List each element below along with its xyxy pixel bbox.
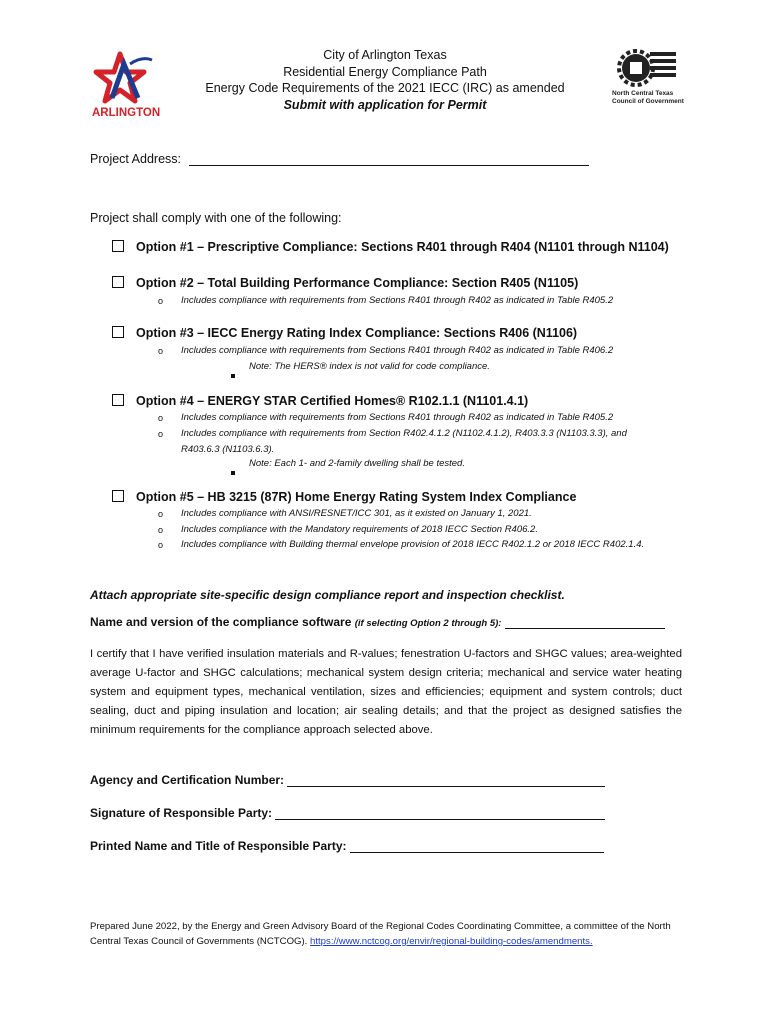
option-2-sub: Includes compliance with requirements from Sections R401 through R402 as indicated in Table R405.2: [181, 295, 614, 306]
document-header: [160, 47, 610, 113]
project-address-label: Project Address:: [90, 152, 182, 166]
header-requirements: Energy Code Requirements of the 2021 IECC (IRC) as amended: [205, 81, 565, 95]
bullet-circle-icon: o: [158, 429, 164, 439]
agency-field[interactable]: [287, 774, 605, 787]
header-path: Residential Energy Compliance Path: [283, 64, 487, 79]
software-label: Name and version of the compliance software: [90, 615, 352, 629]
option-3-sub: Includes compliance with requirements from Sections R401 through R402 as indicated in Table R406.2: [181, 345, 614, 356]
certification-statement: I certify that I have verified insulation materials and R-values; fenestration U-factors and SHGC values; area-weighted average U-factor and SHGC calculations; mechanical system design criteria; mechanical and service water heating system and equipment types, mechanical ventilation, sizes and efficiencies; equipment and system controls; duct sealing, duct and piping insulation and location; air sealing details; and that the project as designed satisfies the minimum requirements for the compliance approach selected above.: [90, 648, 682, 736]
option-3-label: Option #3 – IECC Energy Rating Index Compliance: Sections R406 (N1106): [136, 326, 578, 340]
nctcog-name-line2: Council of Governments: [612, 98, 684, 105]
signature-row: [90, 806, 605, 820]
option-4-row: [112, 394, 528, 408]
signature-field[interactable]: [275, 807, 605, 820]
bullet-circle-icon: o: [158, 413, 164, 423]
agency-row: [90, 773, 605, 787]
option-5-sub-3: Includes compliance with Building thermal envelope provision of 2018 IECC R402.1.2 or 2018 IECC R402.1.4.: [181, 539, 645, 550]
project-address-field[interactable]: [189, 153, 589, 166]
option-4-checkbox[interactable]: [112, 394, 124, 406]
bullet-circle-icon: o: [158, 525, 164, 535]
option-4-sub-2: Includes compliance with requirements from Section R402.4.1.2 (N1102.4.1.2), R403.3.3 (N1103.3.3), and: [181, 428, 627, 439]
agency-label: Agency and Certification Number:: [90, 773, 285, 787]
option-5-label: Option #5 – HB 3215 (87R) Home Energy Rating System Index Compliance: [136, 490, 577, 504]
option-5-checkbox[interactable]: [112, 490, 124, 502]
software-hint: (if selecting Option 2 through 5):: [354, 618, 502, 629]
option-5-sub-1: Includes compliance with ANSI/RESNET/ICC 301, as it existed on January 1, 2021.: [181, 508, 532, 519]
footer-note: [90, 919, 682, 949]
option-1-checkbox[interactable]: [112, 240, 124, 252]
option-5-row: [112, 490, 576, 504]
attach-instruction: Attach appropriate site-specific design compliance report and inspection checklist.: [90, 588, 565, 602]
option-5-sub-2: Includes compliance with the Mandatory requirements of 2018 IECC Section R406.2.: [181, 524, 538, 535]
option-4-label: Option #4 – ENERGY STAR Certified Homes® R102.1.1 (N1101.4.1): [136, 394, 529, 408]
project-address-row: [90, 152, 589, 166]
option-4-sub-1: Includes compliance with requirements from Sections R401 through R402 as indicated in Table R405.2: [181, 412, 614, 423]
printed-name-row: [90, 839, 604, 853]
option-1-row: [112, 240, 669, 254]
option-4-note: Note: Each 1- and 2-family dwelling shall be tested.: [249, 458, 465, 469]
option-3-note: Note: The HERS® index is not valid for code compliance.: [249, 361, 490, 372]
bullet-circle-icon: o: [158, 296, 164, 306]
software-field[interactable]: [505, 616, 665, 629]
header-submit: Submit with application for Permit: [283, 97, 487, 112]
software-row: [90, 615, 665, 629]
printed-name-field[interactable]: [350, 840, 604, 853]
option-2-checkbox[interactable]: [112, 276, 124, 288]
nctcog-logo: [608, 46, 684, 106]
printed-name-label: Printed Name and Title of Responsible Party:: [90, 839, 347, 853]
option-3-row: [112, 326, 577, 340]
bullet-square-icon: [231, 365, 235, 383]
option-1-label: Option #1 – Prescriptive Compliance: Sections R401 through R404 (N1101 through N1104): [136, 240, 669, 254]
footer-link[interactable]: https://www.nctcog.org/envir/regional-building-codes/amendments.: [310, 936, 593, 947]
option-4-sub-2-cont: R403.6.3 (N1103.6.3).: [181, 444, 275, 455]
bullet-circle-icon: o: [158, 540, 164, 550]
footer-text: Prepared June 2022, by the Energy and Green Advisory Board of the Regional Codes Coordinating Committee, a committee of the North Central Texas Council of Governments (NCTCOG).: [90, 921, 671, 947]
bullet-circle-icon: o: [158, 509, 164, 519]
header-city: City of Arlington Texas: [323, 48, 447, 62]
bullet-square-icon: [231, 462, 235, 480]
option-2-row: [112, 276, 578, 290]
option-2-label: Option #2 – Total Building Performance Compliance: Section R405 (N1105): [136, 276, 579, 290]
signature-label: Signature of Responsible Party:: [90, 806, 273, 820]
option-3-checkbox[interactable]: [112, 326, 124, 338]
bullet-circle-icon: o: [158, 346, 164, 356]
arlington-wordmark: ARLINGTON: [92, 107, 161, 119]
comply-intro: Project shall comply with one of the following:: [90, 211, 342, 225]
nctcog-name-line1: North Central Texas: [612, 90, 674, 97]
